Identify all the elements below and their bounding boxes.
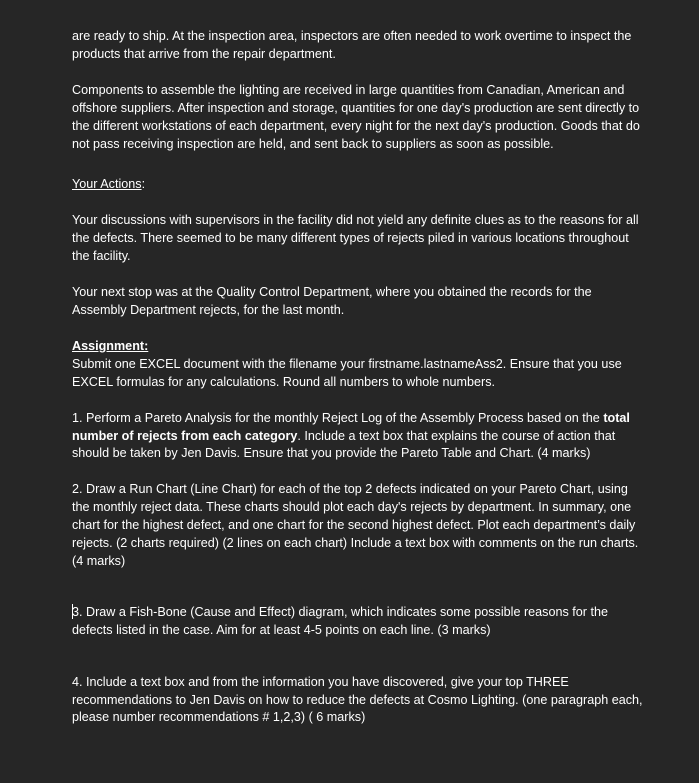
intro-paragraph-1: are ready to ship. At the inspection area, inspectors are often needed to work overtime to inspect the products that arrive from the repair department.: [72, 29, 632, 61]
document-page: [72, 28, 647, 727]
paragraph-spacer: [72, 320, 647, 338]
assignment-item-3[interactable]: [72, 604, 647, 640]
item-1-bold-text: total number of rejects from each category: [72, 410, 630, 443]
paragraph-spacer: [72, 153, 647, 176]
intro-paragraph-2: Components to assemble the lighting are received in large quantities from Canadian, American and offshore suppliers. After inspection and storage, quantities for one day's production are sent directly to the different workstations of each department, every night for the next day's production. Goods that do not pass receiving inspection are held, and sent back to suppliers as soon as possible.: [72, 82, 640, 151]
item-1-text-before: 1. Perform a Pareto Analysis for the monthly Reject Log of the Assembly Process based on the: [72, 410, 604, 425]
paragraph-spacer: [72, 571, 647, 604]
paragraph-spacer: [72, 640, 647, 674]
paragraph-spacer: [72, 266, 647, 284]
your-actions-paragraph-2: Your next stop was at the Quality Control Department, where you obtained the records for the Assembly Department rejects, for the last month.: [72, 285, 592, 317]
assignment-item-4: 4. Include a text box and from the information you have discovered, give your top THREE recommendations to Jen Davis on how to reduce the defects at Cosmo Lighting. (one paragraph each, please number recommendations # 1,2,3) ( 6 marks): [72, 674, 643, 725]
paragraph-spacer: [72, 392, 647, 410]
your-actions-paragraph-1: Your discussions with supervisors in the facility did not yield any definite clues as to the reasons for all the defects. There seemed to be many different types of rejects piled in various locations throughout the facility.: [72, 213, 639, 264]
item-1-text-after: . Include a text box that explains the course of action that should be taken by Jen Davis. Ensure that you provide the Pareto Table and Chart. (4 marks): [72, 428, 616, 461]
your-actions-heading-text: Your Actions: [72, 177, 142, 192]
assignment-paragraph: Submit one EXCEL document with the filename your firstname.lastnameAss2. Ensure that you use EXCEL formulas for any calculations. Round all numbers to whole numbers.: [72, 356, 622, 389]
assignment-item-1: [72, 410, 647, 464]
assignment-item-2: 2. Draw a Run Chart (Line Chart) for each of the top 2 defects indicated on your Pareto Chart, using the monthly reject data. These charts should plot each day's rejects by department. In summary, one chart for the highest defect, and one chart for the second highest defect. Plot each department’s daily rejects. (2 charts required) (2 lines on each chart) Include a text box with comments on the run charts. (4 marks): [72, 482, 639, 568]
your-actions-heading-colon: :: [141, 177, 146, 192]
paragraph-spacer: [72, 463, 647, 481]
your-actions-heading: [72, 176, 647, 194]
paragraph-spacer: [72, 64, 647, 82]
item-3-text: 3. Draw a Fish-Bone (Cause and Effect) diagram, which indicates some possible reasons for the defects listed in the case. Aim for at least 4-5 points on each line. (3 marks): [72, 604, 608, 637]
paragraph-spacer: [72, 194, 647, 212]
assignment-heading: Assignment:: [72, 338, 149, 353]
